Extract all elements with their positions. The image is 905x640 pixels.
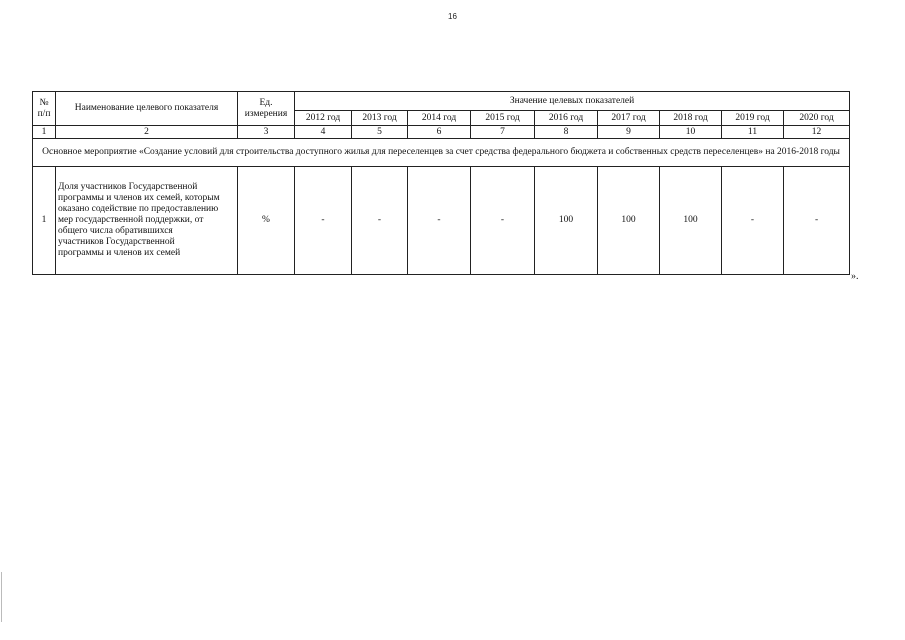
indicator-name-line: общего числа обратившихся [58, 226, 173, 236]
column-number: 9 [598, 126, 660, 139]
header-year: 2013 год [352, 111, 408, 126]
row-value: - [722, 167, 784, 275]
row-value: 100 [598, 167, 660, 275]
indicator-name-line: программы и членов их семей [58, 248, 181, 258]
row-value: - [295, 167, 352, 275]
column-number: 6 [408, 126, 471, 139]
indicator-name-line: мер государственной поддержки, от [58, 215, 204, 225]
header-year: 2016 год [535, 111, 598, 126]
column-number: 2 [56, 126, 238, 139]
table-row [33, 167, 850, 275]
column-number: 10 [660, 126, 722, 139]
row-value: 100 [535, 167, 598, 275]
header-year: 2018 год [660, 111, 722, 126]
row-value: - [784, 167, 850, 275]
header-year: 2012 год [295, 111, 352, 126]
target-indicators-table [32, 91, 850, 275]
row-value: 100 [660, 167, 722, 275]
header-year: 2020 год [784, 111, 850, 126]
column-number: 12 [784, 126, 850, 139]
page-number: 16 [448, 12, 457, 21]
header-year: 2019 год [722, 111, 784, 126]
indicator-name-line: участников Государственной [58, 237, 175, 247]
header-year: 2015 год [471, 111, 535, 126]
indicator-name-line: Доля участников Государственной [58, 182, 198, 192]
column-number: 1 [33, 126, 56, 139]
column-number: 8 [535, 126, 598, 139]
header-year: 2014 год [408, 111, 471, 126]
indicator-name-line: оказано содействие по предоставлению [58, 204, 219, 214]
header-unit: Ед. измерения [238, 92, 295, 126]
column-number: 3 [238, 126, 295, 139]
row-value: - [471, 167, 535, 275]
closing-quote-mark: ». [851, 271, 859, 282]
header-name: Наименование целевого показателя [56, 92, 238, 126]
row-unit: % [238, 167, 295, 275]
row-value: - [408, 167, 471, 275]
column-number: 4 [295, 126, 352, 139]
column-number: 5 [352, 126, 408, 139]
row-indicator-name [56, 167, 238, 275]
column-number: 7 [471, 126, 535, 139]
header-year: 2017 год [598, 111, 660, 126]
section-title: Основное мероприятие «Создание условий для строительства доступного жилья для переселенцев за счет средства федерального бюджета и собственных средств переселенцев» на 2016-2018 годы [33, 139, 850, 167]
header-values-group: Значение целевых показателей [295, 92, 850, 111]
row-num: 1 [33, 167, 56, 275]
scan-margin-mark [1, 572, 2, 622]
column-number: 11 [722, 126, 784, 139]
indicator-name-line: программы и членов их семей, которым [58, 193, 220, 203]
row-value: - [352, 167, 408, 275]
header-num: № п/п [33, 92, 56, 126]
